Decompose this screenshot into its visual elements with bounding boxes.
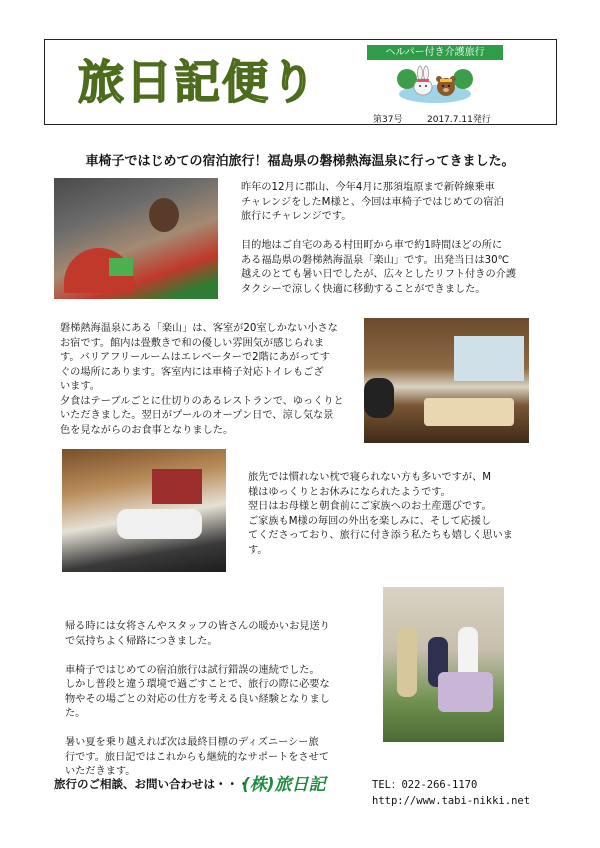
section-2-text: 磐梯熱海温泉にある「楽山」は、客室が20室しかない小さな お宿です。館内は畳敷きで和の優しい雰囲気が感じられま す。バリアフリールームはエレベーターで2階にあがってす ぐの場所にあります。客室内には車椅子対応トイレもござ います。 夕食はテーブルごとに仕切りのあるレストランで、ゆっくりと いただきました。翌日がプールのオープン日で、涼し気な景 色を見ながらのお食事となりました。 xyxy=(60,323,344,436)
seated-person-shape xyxy=(364,378,394,418)
farewell-group-photo xyxy=(383,587,504,742)
issue-number: 第37号 xyxy=(373,115,403,125)
person-head-shape xyxy=(149,198,179,232)
phone-number: TEL：022-266-1170 xyxy=(372,779,478,791)
shop-shelf-shape xyxy=(152,469,202,504)
staff-person-shape xyxy=(397,627,417,697)
window-view-shape xyxy=(454,336,524,381)
section-3-text: 旅先では慣れない枕で寝られない方も多いですが、M 様はゆっくりとお休みになられたようです。 翌日はお母様と朝食前にご家族へのお土産選びです。 ご家族もM様の毎回の外出を楽しみに、そして応援し てくださっており、旅行に付き添う私たちも嬉しく思いま す。 xyxy=(248,472,513,556)
website-link[interactable]: http://www.tabi-nikki.net xyxy=(372,795,531,807)
section-1-text: 昨年の12月に郡山、今年4月に那須塩原まで新幹線乗車 チャレンジをしたM様と、今回は車椅子ではじめての宿泊 旅行にチャレンジです。 目的地はご自宅のある村田町から車で約1時間ほどの所に ある福島県の磐梯熱海温泉「楽山」です。出発当日は30℃ 越えのとても暑い日でしたが、広々としたリフト付きの介護 タクシーで涼しく快適に移動することができました。 xyxy=(241,182,517,295)
wheelchair-blanket-shape xyxy=(438,672,493,712)
article-headline: 車椅子ではじめての宿泊旅行！福島県の磐梯熱海温泉に行ってきました。 xyxy=(85,154,515,169)
green-towel-shape xyxy=(109,258,133,276)
company-logo: (株)旅日記 xyxy=(242,775,326,795)
section-4-text: 帰る時には女将さんやスタッフの皆さんの暖かいお見送り で気持ちよく帰路につきました。 車椅子ではじめての宿泊旅行は試行錯誤の連続でした。 しかし普段と違う環境で過ごすことで、旅行の際に必要な 物やその場ごとの対応の仕方を考える良い経験となりまし た。 暑い夏を乗り越えれば次は最終目標のディズニーシー旅 行です。旅日記ではこれからも継続的なサポートをさせて いただきます。 xyxy=(65,621,330,777)
onsen-mascot-illustration xyxy=(395,61,475,105)
masthead-title: 旅日記便り xyxy=(78,55,318,109)
taxi-wheelchair-photo xyxy=(54,178,218,299)
issue-date: 2017.7.11発行 xyxy=(427,115,491,125)
souvenir-shop-photo xyxy=(62,449,226,572)
restaurant-dinner-photo xyxy=(364,318,529,443)
reclining-wheelchair-shape xyxy=(117,509,202,539)
contact-lead-text: 旅行のご相談、お問い合わせは・・・ xyxy=(54,777,250,791)
dinner-table-shape xyxy=(424,398,514,426)
tour-type-badge: ヘルパー付き介護旅行 xyxy=(367,45,503,60)
